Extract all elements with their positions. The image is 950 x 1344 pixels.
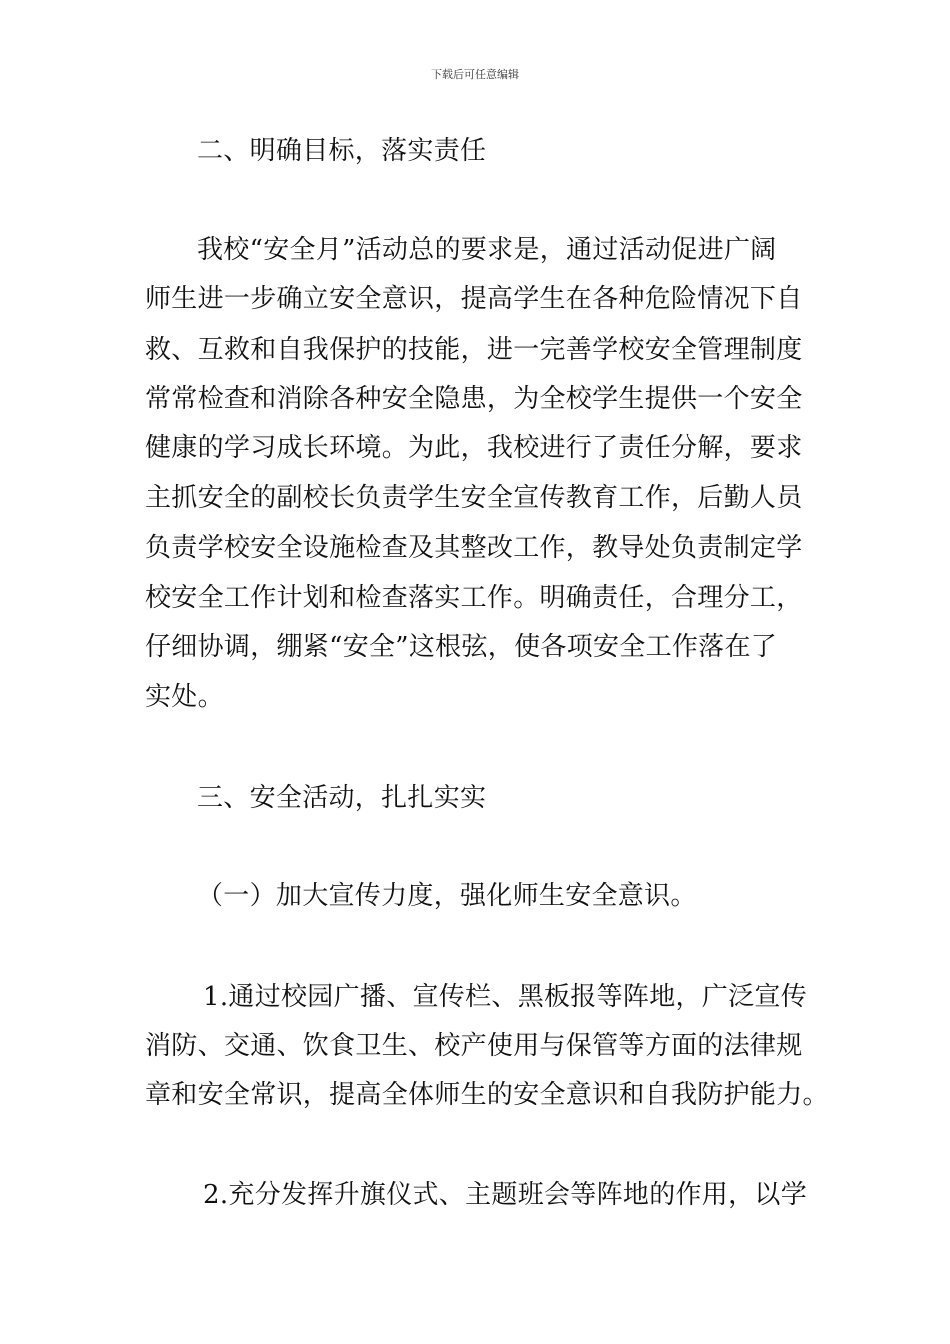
section2-line-10: 实处。 [145,682,224,712]
section2-line-7: 负责学校安全设施检查及其整改工作，教导处负责制定学 [145,533,803,563]
section2-heading: 二、明确目标，落实责任 [197,136,487,166]
item1-line-2: 消防、交通、饮食卫生、校产使用与保管等方面的法律规 [145,1031,803,1061]
section2-line-9: 仔细协调，绷紧“安全”这根弦，使各项安全工作落在了 [145,632,778,662]
section2-line-1: 我校“安全月”活动总的要求是，通过活动促进广阔 [197,235,777,265]
section2-line-4: 常常检查和消除各种安全隐患，为全校学生提供一个安全 [145,384,803,414]
item1-line-1: 1.通过校园广播、宣传栏、黑板报等阵地，广泛宣传 [203,982,808,1012]
item1-line-3: 章和安全常识，提高全体师生的安全意识和自我防护能力。 [145,1080,829,1110]
item2-line-1: 2.充分发挥升旗仪式、主题班会等阵地的作用，以学 [203,1180,808,1210]
header-note: 下载后可任意编辑 [431,68,519,81]
section2-line-2: 师生进一步确立安全意识，提高学生在各种危险情况下自 [145,284,803,314]
section2-line-3: 救、互救和自我保护的技能，进一完善学校安全管理制度 [145,335,803,365]
section2-line-8: 校安全工作计划和检查落实工作。明确责任，合理分工， [145,583,803,613]
section2-line-5: 健康的学习成长环境。为此，我校进行了责任分解，要求 [145,433,803,463]
section2-line-6: 主抓安全的副校长负责学生安全宣传教育工作，后勤人员 [145,483,803,513]
section3-heading: 三、安全活动，扎扎实实 [197,783,487,813]
section3-sub1: （一）加大宣传力度，强化师生安全意识。 [197,881,697,911]
